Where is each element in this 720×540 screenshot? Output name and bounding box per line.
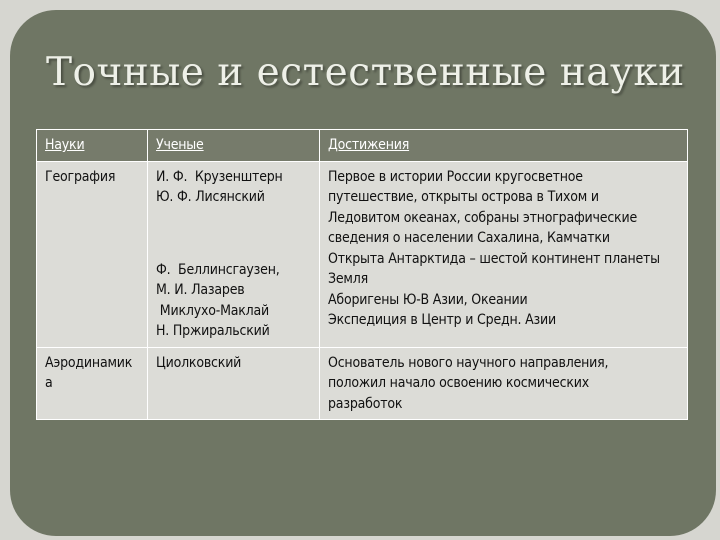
header-sciences: Науки — [37, 130, 148, 162]
achievement-line: Первое в истории России кругосветное — [328, 168, 583, 185]
scientist-name: Миклухо-Маклай — [156, 302, 270, 319]
science-name: География — [45, 168, 116, 185]
header-achievements: Достижения — [320, 130, 688, 162]
science-name: Аэродинамик — [45, 354, 133, 371]
table-row — [37, 161, 688, 347]
achievement-line: разработок — [328, 395, 403, 412]
achievement-line: Аборигены Ю-В Азии, Океании — [328, 291, 528, 308]
achievement-line: положил начало освоению космических — [328, 375, 589, 391]
scientist-name: И. Ф. Крузенштерн — [156, 168, 283, 185]
achievement-line: путешествие, открыты острова в Тихом и — [328, 189, 599, 205]
cell-scientists — [148, 161, 320, 347]
scientist-name: Циолковский — [156, 354, 242, 371]
table-row — [37, 347, 688, 420]
science-name: а — [45, 375, 53, 391]
cell-achievements — [320, 347, 688, 420]
table-header-row — [37, 130, 688, 162]
achievement-line: Экспедиция в Центр и Средн. Азии — [328, 312, 557, 328]
scientist-name: М. И. Лазарев — [156, 282, 245, 298]
scientist-name: Ю. Ф. Лисянский — [156, 189, 265, 205]
achievement-line: сведения о населении Сахалина, Камчатки — [328, 230, 610, 246]
achievement-line: Открыта Антарктида – шестой континент планеты — [328, 250, 660, 267]
achievement-line: Земля — [328, 271, 368, 287]
scientist-name: Ф. Беллинсгаузен, — [156, 261, 280, 278]
slide-title: Точные и естественные науки — [46, 50, 685, 95]
sciences-table — [36, 129, 688, 420]
cell-scientists — [148, 347, 320, 420]
spacer — [156, 208, 311, 260]
cell-science — [37, 347, 148, 420]
scientist-name: Н. Пржиральский — [156, 323, 270, 339]
cell-science — [37, 161, 148, 347]
achievement-line: Основатель нового научного направления, — [328, 354, 609, 371]
cell-achievements — [320, 161, 688, 347]
achievement-line: Ледовитом океанах, собраны этнографические — [328, 209, 637, 226]
header-scientists: Ученые — [148, 130, 320, 162]
